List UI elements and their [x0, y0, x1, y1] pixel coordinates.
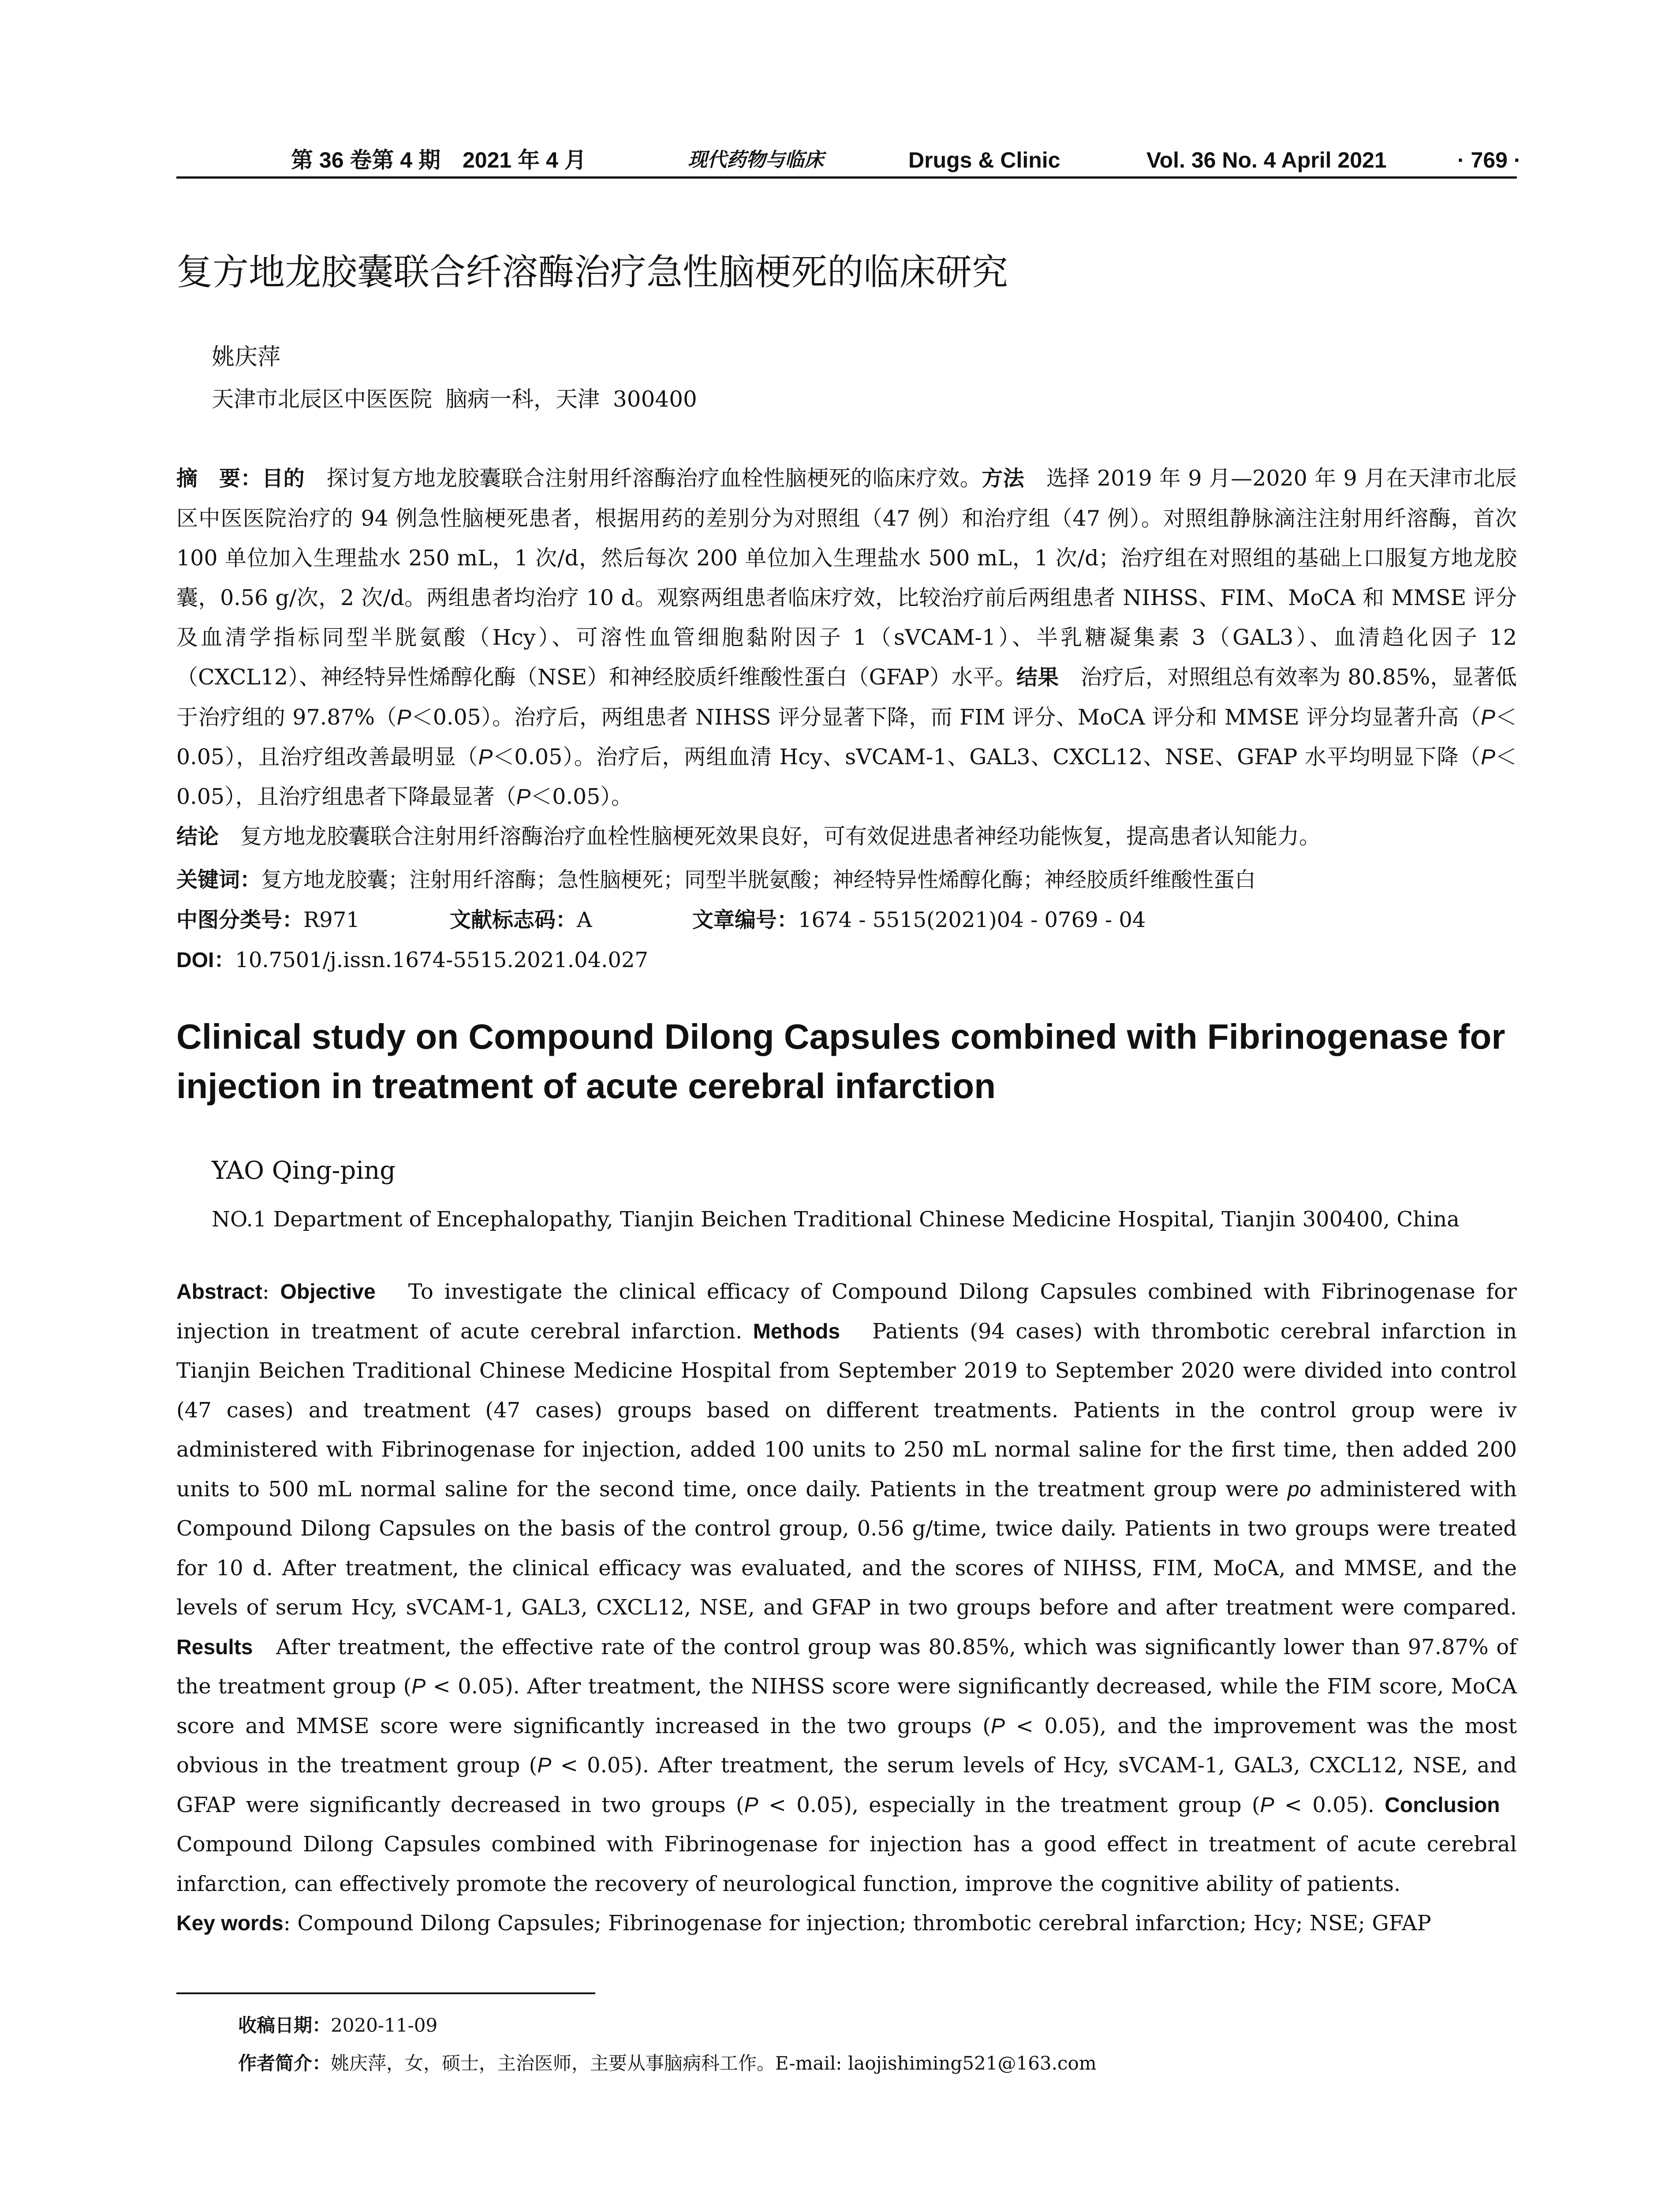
methods-text-en: administered with Compound Dilong Capsules on the basis of the control group, 0.56 g/time, twice daily. Patients in two groups were treated for 10 d. After treatment, the clinical efficacy was evaluated, and the scores of NIHSS, FIM, MoCA, and MMSE, and the levels of serum Hcy, sVCAM-1, GAL3, CXCL12, NSE, and GFAP in two groups before and after treatment were compared.: [176, 1476, 1517, 1620]
footnote: [238, 2007, 1473, 2082]
keywords-text-cn: 复方地龙胶囊；注射用纤溶酶；急性脑梗死；同型半胱氨酸；神经特异性烯醇化酶；神经胶质纤维酸性蛋白: [261, 867, 1256, 892]
keywords-colon: :: [283, 1911, 298, 1936]
issue-cn: 第 36 卷第 4 期 2021 年 4 月: [291, 148, 586, 172]
keywords-label-en: Key words: [176, 1912, 284, 1935]
results-text-en: After treatment, the effective rate of the control group was 80.85%, which was significantly lower than 97.87% of the treatment group (: [176, 1634, 1517, 1699]
article-number: [692, 900, 1146, 940]
p-value-symbol: P: [991, 1714, 1005, 1738]
journal-name-en: Drugs & Clinic: [908, 148, 1060, 172]
received-value: 2020-11-09: [331, 2014, 438, 2036]
results-text-cn: 治疗后，对照组总有效率为 80.85%，显著低于治疗组的 97.87%（: [176, 665, 1517, 730]
bio-text: 姚庆萍，女，硕士，主治医师，主要从事脑病科工作。E-mail: laojishiming521@163.com: [331, 2052, 1097, 2074]
header-rule: [176, 176, 1517, 179]
author-bio: [238, 2044, 1473, 2082]
methods-label-cn: 方法: [982, 467, 1025, 490]
methods-text-cn: 选择 2019 年 9 月—2020 年 9 月在天津市北辰区中医医院治疗的 94 例急性脑梗死患者，根据用药的差别分为对照组（47 例）和治疗组（47 例）。对照组静脉滴注注射用纤溶酶，首次 100 单位加入生理盐水 250 mL，1 次/d，然后每次 200 单位加入生理盐水 500 mL，1 次/d；治疗组在对照组的基础上口服复方地龙胶囊，0.56 g/次，2 次/d。两组患者均治疗 10 d。观察两组患者临床疗效，比较治疗前后两组患者 NIHSS、FIM、MoCA 和 MMSE 评分及血清学指标同型半胱氨酸（Hcy）、可溶性血管细胞黏附因子 1（sVCAM-1）、半乳糖凝集素 3（GAL3）、血清趋化因子 12（CXCL12）、神经特异性烯醇化酶（NSE）和神经胶质纤维酸性蛋白（GFAP）水平。: [176, 466, 1517, 690]
classification-row: [176, 900, 1517, 940]
abstract-colon: :: [262, 1279, 280, 1304]
conclusion-label-en: Conclusion: [1385, 1793, 1500, 1817]
p-value-symbol: P: [744, 1793, 758, 1817]
abstract-label-cn: 摘 要：: [176, 467, 262, 490]
objective-label-en: Objective: [280, 1280, 376, 1304]
p-value-symbol: P: [397, 706, 411, 729]
route-po: po: [1287, 1477, 1311, 1501]
conclusion-text-en: Compound Dilong Capsules combined with Fibrinogenase for injection has a good effect in treatment of acute cerebral infarction, can effectively promote the recovery of neurological function, improve the cognitive ability of patients.: [176, 1832, 1517, 1896]
p-value-symbol: P: [411, 1675, 426, 1698]
results-text-en: < 0.05). After treatment, the serum levels of Hcy, sVCAM-1, GAL3, CXCL12, NSE, and GFAP were significantly decreased in two groups (: [176, 1753, 1517, 1817]
conclusion-label-cn: 结论: [176, 825, 219, 848]
journal-name-cn: 现代药物与临床: [688, 149, 824, 171]
p-value-symbol: P: [478, 745, 493, 769]
author-cn: 姚庆萍: [212, 344, 281, 370]
page-number: · 769 ·: [1457, 148, 1521, 172]
p-value-symbol: P: [516, 785, 531, 809]
results-text-cn: ＜0.05）。治疗后，两组血清 Hcy、sVCAM-1、GAL3、CXCL12、NSE、GFAP 水平均明显下降（: [493, 744, 1481, 770]
results-label-en: Results: [176, 1635, 253, 1659]
title-en: Clinical study on Compound Dilong Capsules combined with Fibrinogenase for injection in treatment of acute cerebral infarction: [176, 1017, 1505, 1106]
issue-en: Vol. 36 No. 4 April 2021: [1146, 148, 1387, 172]
affiliation-cn: [212, 381, 1552, 417]
objective-text-en: To investigate the clinical efficacy of Compound Dilong Capsules combined with Fibrinogenase for injection in treatment of acute cerebral infarction.: [176, 1279, 1517, 1344]
p-value-symbol: P: [537, 1754, 552, 1777]
methods-label-en: Methods: [753, 1319, 840, 1343]
clc-number: [176, 900, 450, 940]
running-header: [176, 140, 1521, 180]
affiliation-hospital: 天津市北辰区中医医院: [212, 386, 432, 412]
p-value-symbol: P: [1481, 706, 1495, 729]
p-value-symbol: P: [1481, 745, 1495, 769]
results-text-cn: ＜0.05）。治疗后，两组患者 NIHSS 评分显著下降，而 FIM 评分、MoCA 评分和 MMSE 评分均显著升高（: [411, 705, 1481, 730]
clc-label: 中图分类号：: [176, 908, 304, 932]
results-text-en: < 0.05), especially in the treatment group (: [758, 1792, 1260, 1817]
article-meta-cn: [176, 860, 1517, 980]
p-value-symbol: P: [1260, 1793, 1274, 1817]
document-code-label: 文献标志码：: [450, 908, 577, 932]
affiliation-postcode: 300400: [613, 386, 697, 412]
results-text-en: < 0.05), and the improvement was the most obvious in the treatment group (: [176, 1713, 1517, 1778]
received-label: 收稿日期：: [238, 2015, 331, 2036]
results-text-en: < 0.05).: [1274, 1792, 1375, 1817]
footnote-rule: [176, 1992, 595, 1994]
keywords-cn: [176, 860, 1517, 900]
article-number-value: 1674 - 5515(2021)04 - 0769 - 04: [798, 908, 1146, 932]
results-text-cn: ＜0.05），且治疗组改善最明显（: [176, 705, 1517, 770]
received-date: [238, 2007, 1473, 2044]
results-text-cn: ＜0.05）。: [530, 784, 633, 809]
abstract-label-en: Abstract: [176, 1280, 262, 1304]
doi-label: DOI：: [176, 949, 235, 972]
objective-label-cn: 目的: [262, 467, 305, 490]
article-number-label: 文章编号：: [692, 908, 799, 932]
conclusion-text-cn: 复方地龙胶囊联合注射用纤溶酶治疗血栓性脑梗死效果良好，可有效促进患者神经功能恢复，提高患者认知能力。: [240, 824, 1321, 849]
clc-value: R971: [303, 908, 360, 932]
abstract-en: [176, 1272, 1517, 1943]
results-text-cn: ＜0.05），且治疗组患者下降最显著（: [176, 744, 1517, 809]
results-label-cn: 结果: [1016, 666, 1059, 689]
doi-link[interactable]: 10.7501/j.issn.1674-5515.2021.04.027: [235, 948, 649, 972]
abstract-cn: [176, 459, 1517, 857]
author-en: YAO Qing-ping: [212, 1156, 396, 1185]
affiliation-dept: 脑病一科，天津: [445, 386, 600, 412]
doi: [176, 940, 1517, 980]
methods-text-en: Patients (94 cases) with thrombotic cerebral infarction in Tianjin Beichen Traditional Chinese Medicine Hospital from September 2019 to September 2020 were divided into control (47 cases) and treatment (47 cases) groups based on different treatments. Patients in the control group were iv administered with Fibrinogenase for injection, added 100 units to 250 mL normal saline for the first time, then added 200 units to 500 mL normal saline for the second time, once daily. Patients in the treatment group were: [176, 1319, 1517, 1502]
affiliation-en: NO.1 Department of Encephalopathy, Tianjin Beichen Traditional Chinese Medicine Hospital, Tianjin 300400, China: [212, 1207, 1460, 1232]
objective-text-cn: 探讨复方地龙胶囊联合注射用纤溶酶治疗血栓性脑梗死的临床疗效。: [326, 466, 982, 491]
keywords-label-cn: 关键词：: [176, 868, 261, 892]
results-text-en: < 0.05). After treatment, the NIHSS score were significantly decreased, while the FIM score, MoCA score and MMSE score were significantly increased in the two groups (: [176, 1674, 1517, 1738]
keywords-en: [176, 1904, 1517, 1943]
document-code-value: A: [577, 908, 592, 932]
bio-label: 作者简介：: [238, 2053, 331, 2074]
title-cn: 复方地龙胶囊联合纤溶酶治疗急性脑梗死的临床研究: [176, 251, 1008, 293]
document-code: [450, 900, 692, 940]
keywords-text-en: Compound Dilong Capsules; Fibrinogenase for injection; thrombotic cerebral infarction; Hcy; NSE; GFAP: [297, 1911, 1431, 1936]
